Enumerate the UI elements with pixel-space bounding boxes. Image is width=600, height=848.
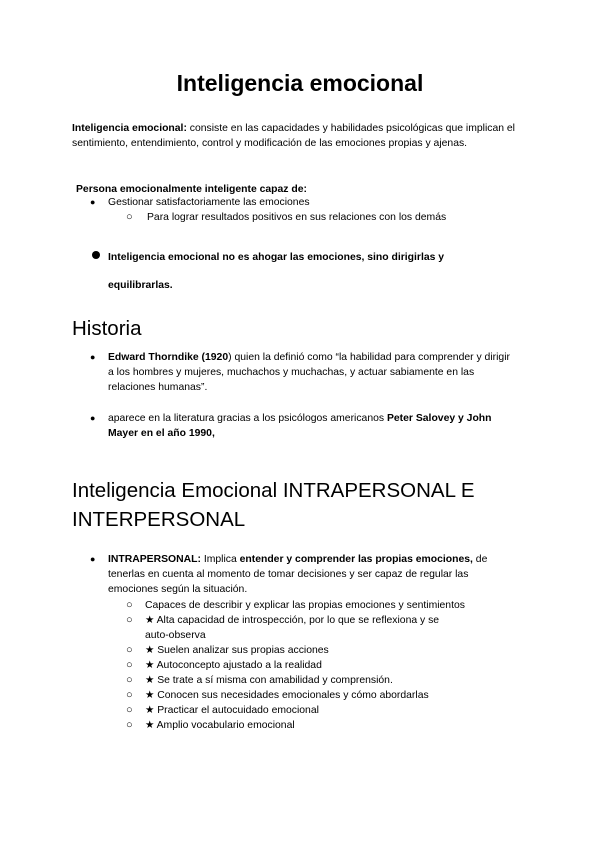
large-bullet-icon [92,251,100,259]
subbullet-icon: ○ [126,644,133,656]
intra-subitem: ★ Autoconcepto ajustado a la realidad [145,660,322,671]
intra-subitem-continuation: auto-observa [145,630,206,641]
bullet-icon: ● [90,413,96,423]
intra-subitem: Capaces de describir y explicar las propias emociones y sentimientos [145,600,465,611]
intra-subitem: ★ Practicar el autocuidado emocional [145,705,319,716]
subbullet-icon: ○ [126,719,133,731]
intra-subitem: ★ Se trate a sí misma con amabilidad y comprensión. [145,675,393,686]
historia-item2-bold: Peter Salovey y John Mayer en el año 1990, [108,413,492,439]
intra-bold: entender y comprender las propias emociones, [239,554,473,565]
section3-heading-line2: INTERPERSONAL [72,508,246,531]
subbullet-icon: ○ [126,689,133,701]
key-statement-line1: Inteligencia emocional no es ahogar las emociones, sino dirigirlas y [108,252,445,263]
intro-text: consiste en las capacidades y habilidades psicológicas que implican el sentimiento, entendimiento, control y modificación de las emociones propias y ajenas. [72,123,515,149]
subbullet-icon: ○ [126,599,133,611]
intrapersonal-paragraph [108,552,520,597]
intra-label: INTRAPERSONAL: [108,554,201,565]
intra-text1: Implica [200,554,240,565]
intra-text2: de tenerlas en cuenta al momento de tomar decisiones y ser capaz de regular las emociones según la situación. [108,554,488,595]
historia-item2-text: aparece en la literatura gracias a los psicólogos americanos [108,413,387,424]
persona-subbullet: Para lograr resultados positivos en sus relaciones con los demás [147,212,447,223]
bullet-icon: ● [90,197,96,207]
historia-item1-text: ) quien la definió como “la habilidad para comprender y dirigir a los hombres y mujeres, muchachos y muchachas, y actuar sabiamente en las relaciones humanas”. [108,352,510,393]
historia-heading: Historia [72,317,142,340]
subbullet-icon: ○ [126,614,133,626]
intra-subitem: ★ Alta capacidad de introspección, por lo que se reflexiona y se [145,615,440,626]
document-title: Inteligencia emocional [176,70,424,96]
persona-heading: Persona emocionalmente inteligente capaz de: [76,184,307,195]
subbullet-icon: ○ [126,659,133,671]
intra-subitem: ★ Amplio vocabulario emocional [145,720,295,731]
historia-item1-bold: Edward Thorndike (1920 [108,352,229,363]
section3-heading-line1: Inteligencia Emocional INTRAPERSONAL E [72,479,475,502]
persona-bullet: Gestionar satisfactoriamente las emociones [108,197,310,208]
intro-term: Inteligencia emocional: [72,123,187,134]
historia-item-1 [108,350,518,395]
historia-item-2 [108,411,523,441]
subbullet-icon: ○ [126,211,133,223]
intro-paragraph [72,121,527,151]
intra-subitem: ★ Conocen sus necesidades emocionales y cómo abordarlas [145,690,429,701]
intra-subitem: ★ Suelen analizar sus propias acciones [145,645,329,656]
subbullet-icon: ○ [126,674,133,686]
subbullet-icon: ○ [126,704,133,716]
key-statement-line2: equilibrarlas. [108,280,173,291]
bullet-icon: ● [90,554,96,564]
bullet-icon: ● [90,352,96,362]
